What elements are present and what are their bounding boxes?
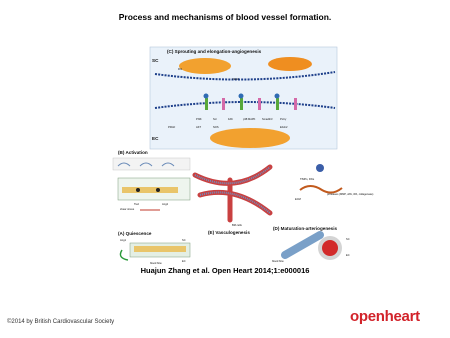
ecm-label: ECM xyxy=(295,198,301,201)
panel-e-label: (E) Vasculogenesis xyxy=(208,230,250,235)
openheart-logo: openheart xyxy=(350,308,420,325)
p38-label: p38 MAPK xyxy=(243,118,256,121)
panel-d xyxy=(272,164,374,263)
ec-label: EC xyxy=(152,136,159,141)
citation: Huajun Zhang et al. Open Heart 2014;1:e000016 xyxy=(140,266,310,275)
panel-b-label: (B) Activation xyxy=(118,150,148,155)
panel-c xyxy=(150,47,337,149)
panel-a xyxy=(118,231,190,265)
panel-a-label: (A) Quiescence xyxy=(118,231,152,236)
timps-label: TIMPs, PAIs xyxy=(300,178,315,181)
sc-label: SC xyxy=(152,58,159,63)
ang2-label: Ang2 xyxy=(162,203,169,206)
bm-cells-label: BM cells xyxy=(232,224,242,227)
panel-b xyxy=(113,150,190,211)
ang1-label: Ang1 xyxy=(120,239,127,242)
nos-label: NOS xyxy=(213,126,219,129)
sc-small-label: SC xyxy=(182,239,186,242)
smad-label: Smad2/3 xyxy=(262,118,273,121)
erk-label: Erk1/2 xyxy=(280,126,288,129)
panel-c-label: (C) Sprouting and elongation-angiogenesis xyxy=(167,49,262,54)
copyright: ©2014 by British Cardiovascular Society xyxy=(7,319,115,325)
tie2-label: Tie2 xyxy=(134,203,139,206)
akt-label: AKT xyxy=(196,126,202,129)
proteases-label: proteases (MMP, uPA, tPA, collagenase) xyxy=(327,193,374,196)
pdgf-label: PDGF xyxy=(168,126,176,129)
endothelial-cell xyxy=(210,128,290,148)
panel-d-label: (D) Maturation-arteriogenesis xyxy=(273,226,338,231)
figure-title: Process and mechanisms of blood vessel formation. xyxy=(118,12,332,22)
stromal-cell-2 xyxy=(268,57,312,71)
blood-flow-label: blood flow xyxy=(150,262,162,265)
pi3k-label: PI3K xyxy=(196,118,202,121)
ec-d-label: EC xyxy=(346,254,350,257)
ec-small-label: EC xyxy=(182,260,186,263)
fak-label: FAK xyxy=(228,118,233,121)
plc-label: PLCγ xyxy=(280,118,287,121)
stromal-cell xyxy=(179,58,231,74)
vegf-label: VEGF xyxy=(232,78,240,81)
blood-flow-d-label: blood flow xyxy=(272,260,284,263)
panel-e xyxy=(195,167,270,235)
flt1-label: Flt1 xyxy=(178,68,183,71)
shear-stress-label: shear stress xyxy=(120,208,135,211)
sc-d-label: SC xyxy=(346,238,350,241)
src-label: Src xyxy=(213,118,217,121)
